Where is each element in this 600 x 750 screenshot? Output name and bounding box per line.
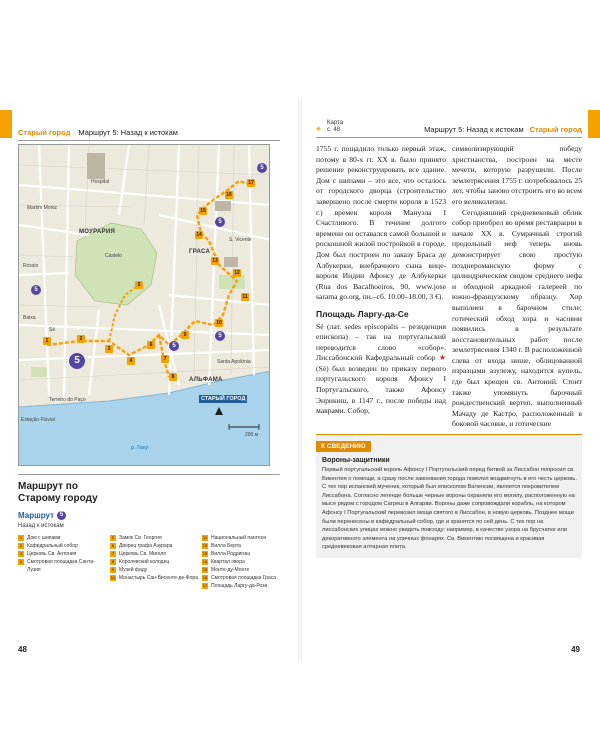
map-route-badge: 5 bbox=[215, 331, 225, 341]
map-route-badge: 5 bbox=[169, 341, 179, 351]
legend-title-line-2: Старому городу bbox=[18, 493, 98, 504]
map-stop-13: 13 bbox=[212, 258, 218, 264]
legend-stop-name: Музей фаду bbox=[119, 567, 148, 573]
legend-stop-name: Смотровая площадка Граса bbox=[211, 575, 277, 581]
legend-stop-column bbox=[110, 534, 200, 590]
legend-stop-item bbox=[202, 550, 287, 558]
legend-stop-number: 12 bbox=[202, 543, 208, 548]
legend-stop-number: 6 bbox=[111, 543, 115, 548]
legend-stop-item bbox=[18, 542, 108, 550]
legend-stop-number: 7 bbox=[111, 551, 115, 556]
legend-stop-name: Площадь Ларгу-да-Роза bbox=[211, 583, 268, 589]
info-box bbox=[316, 434, 582, 558]
map-label-castelo: Castelo bbox=[105, 253, 122, 259]
column-2-paragraph-2: Сегодняшний средневековый облик собор приобрел во время реставрации в начале XX в. Сумрачный строгий продольный неф теперь вновь демонстрирует свою простую позднероманскую форму с цилиндрическим сводом среднего нефа и обходной аркадной галереей по южно-французскому образцу. Хор выполнен в барочном стиле; готический обход хора и часовни появились в результате восстановительных работ после землетрясения 1340 г. В расположенной слева от входа нише, облицованной изразцами азулежу, находится купель, где был крещен св. Антоний. Стоит также упомянуть барочный рождественский вертеп, выполненный Мачаду де Кастро, расположенный в боковой часовне, и готические bbox=[452, 207, 582, 429]
map-label-rossio: Rossio bbox=[23, 263, 39, 269]
right-page bbox=[316, 108, 582, 638]
map-reference bbox=[327, 120, 343, 134]
map-stop-1: 1 bbox=[43, 337, 51, 345]
map-label-hospital: Hospital bbox=[91, 179, 110, 185]
legend-stop-number: 16 bbox=[202, 575, 208, 580]
legend-stop-number: 17 bbox=[202, 583, 208, 588]
column-1-paragraph-1: 1755 г. пощадило только первый этаж, потому в 80-х гг. XX в. было принято решение реконструировать все здание. Дом с шипами – это все, что осталось от городского дворца (строительство завершено после смерти короля в 1523 г.) времен короля Мануэла I Счастливого. В течение долгого времени он оставался самой большой и роскошной жилой постройкой в городе. Дом был построен по заказу Браса де Албукерки, внебрачного сына вице-короля Индии Афонсу де Албукерки (Rua dos Bacalhoeiros, 90, www.jose sarama go.org, пн.–сб. 10.00–18.00, 3 €). bbox=[316, 144, 446, 302]
legend-title-line-1: Маршрут по bbox=[18, 481, 78, 492]
left-route-title: Маршрут 5: Назад к истокам bbox=[78, 128, 178, 137]
map-route-badge: 5 bbox=[215, 217, 225, 227]
legend-stop-item bbox=[110, 542, 200, 550]
text-columns bbox=[316, 144, 582, 430]
map-route-badge: 5 bbox=[257, 163, 267, 173]
map-label-terreiro: Terreiro do Paço bbox=[49, 397, 86, 403]
legend-stop-item bbox=[110, 550, 200, 558]
legend-stop-name: Замок Св. Георгия bbox=[119, 535, 162, 541]
legend-stop-item bbox=[110, 566, 200, 574]
map-stop-8: 8 bbox=[169, 373, 177, 381]
legend-stop-item bbox=[110, 574, 200, 582]
paragraph-2-part-a: Sé (лат. sedes episcopalis – резиденция епископа) – так на португальский переводится слово «собор». Лиссабонский Кафедральный собор bbox=[316, 321, 446, 363]
map-stop-12: 12 bbox=[234, 270, 240, 276]
legend-stop-number: 8 bbox=[111, 559, 115, 564]
map-route-badge: 5 bbox=[31, 285, 41, 295]
legend-stop-number: 9 bbox=[111, 567, 115, 572]
legend-stop-item bbox=[202, 574, 287, 582]
legend-stop-list bbox=[18, 534, 280, 590]
left-page bbox=[18, 108, 280, 638]
legend-stop-name: Королевский колодец bbox=[119, 559, 170, 565]
subhead-largo-da-se: Площадь Ларгу-да-Се bbox=[316, 308, 409, 319]
legend-stop-number: 11 bbox=[202, 535, 208, 540]
legend-stop-name: Вилла Родригиш bbox=[211, 551, 251, 557]
map-stop-7: 7 bbox=[161, 355, 169, 363]
legend-stop-name: Дом с шипами bbox=[27, 535, 61, 541]
left-page-number: 48 bbox=[18, 645, 27, 654]
map-label-mouraria: МОУРАРИЯ bbox=[79, 229, 116, 235]
map-ref-line-1: Карта bbox=[327, 120, 344, 126]
info-title: Вороны-защитники bbox=[322, 457, 390, 465]
column-1 bbox=[316, 144, 446, 430]
legend-stop-number: 3 bbox=[19, 551, 23, 556]
map-stop-17: 17 bbox=[248, 180, 254, 186]
right-route-title: Маршрут 5: Назад к истокам bbox=[424, 125, 524, 134]
map-stop-6: 6 bbox=[147, 341, 155, 349]
column-2 bbox=[452, 144, 582, 430]
legend-stop-item bbox=[110, 534, 200, 542]
map-label-sao-vicente: S. Vicente bbox=[229, 237, 252, 243]
map-stop-11: 11 bbox=[242, 294, 248, 300]
map-label-baixa: Baixa bbox=[23, 315, 36, 321]
legend-stop-item bbox=[18, 558, 108, 574]
map-label-se: Sé bbox=[49, 327, 56, 333]
legend-stop-item bbox=[202, 566, 287, 574]
paragraph-2-part-b: (Sé) был возведен по приказу первого португальского короля Афонсу I Португальского, также Афонсу Энрикиш, в 1147 г., после победы над маврами. Собор, bbox=[316, 363, 446, 416]
right-section-title: Старый город bbox=[529, 125, 582, 134]
legend-route-badge: 5 bbox=[57, 511, 66, 520]
map-label-martim: Martim Moniz bbox=[27, 205, 58, 211]
legend-stop-number: 5 bbox=[111, 535, 115, 540]
legend-stop-name: Смотровая площадка Санта-Лузия bbox=[27, 559, 95, 573]
legend-stop-item bbox=[18, 550, 108, 558]
legend-stop-number: 4 bbox=[19, 559, 23, 564]
legend-stop-number: 1 bbox=[19, 535, 23, 540]
map-stop-5: 5 bbox=[135, 281, 143, 289]
legend-stop-name: Церковь Св. Антония bbox=[27, 551, 77, 557]
map-stop-3: 3 bbox=[105, 345, 113, 353]
map-scale-label: 200 м bbox=[245, 432, 259, 438]
map-label-river: р. Тежу bbox=[131, 445, 149, 451]
map-stop-16: 16 bbox=[226, 192, 232, 198]
legend-stop-name: Монте-ду-Монте bbox=[211, 567, 250, 573]
legend-stop-name: Национальный пантеон bbox=[211, 535, 267, 541]
map-route-badge-large: 5 bbox=[69, 353, 85, 369]
map-stop-4: 4 bbox=[127, 357, 135, 365]
map-ref-line-2: с. 48 bbox=[327, 127, 341, 133]
map-label-graca: ГРАСА bbox=[189, 249, 211, 255]
legend-stop-name: Вилла Берта bbox=[211, 543, 241, 549]
legend-stop-number: 15 bbox=[202, 567, 208, 572]
left-section-title: Старый город bbox=[18, 128, 71, 137]
map-legend bbox=[18, 474, 280, 590]
right-page-number: 49 bbox=[571, 645, 580, 654]
legend-stop-item bbox=[202, 534, 287, 542]
right-running-head bbox=[316, 108, 582, 138]
legend-route-text: Маршрут bbox=[18, 511, 55, 520]
info-body bbox=[316, 453, 582, 558]
legend-stop-number: 2 bbox=[19, 543, 23, 548]
legend-stop-name: Дворец графа Азурара bbox=[119, 543, 173, 549]
map-label-santa-apolonia: Santa Apolónia bbox=[217, 359, 251, 365]
legend-stop-number: 14 bbox=[202, 559, 208, 564]
right-thumb-tab bbox=[588, 110, 600, 138]
legend-stop-number: 10 bbox=[110, 575, 116, 580]
legend-stop-name: Церковь Св. Мигеля bbox=[119, 551, 166, 557]
legend-stop-item bbox=[202, 558, 287, 566]
info-tab: К СВЕДЕНИЮ bbox=[316, 441, 371, 452]
gutter bbox=[298, 100, 302, 660]
map-stop-10: 10 bbox=[216, 320, 222, 326]
left-thumb-tab bbox=[0, 110, 12, 138]
info-text: Первый португальский король Афонсу I Португальский перед битвой за Лиссабон попросил св. Викентия о помощи, а сразу после завоевания города повелел воздвигнуть в его честь церковь. С тех пор испанский мученик, который был епископом Валенсии, является покровителем Лиссабона. Согласно легенде больше черные вороны охраняли его могилу, расположенную на мысе рядом с городом Сагреш в Алгарви. Вороны даже сопровождали корабль, на котором Афонсу I Португальский перевозил мощи святого в Лиссабон, в новую церковь. Позднее мощи были перенесены в кафедральный собор, где и хранятся по сей день. С тех пор на лиссабонских улицах можно увидеть повсюду: например, в качестве узора на брусчатке или декоративного элемента на уличных фонарях. Св. Викентию посвящена и красивая средневековая алтарная плита. bbox=[322, 467, 577, 551]
legend-stop-number: 13 bbox=[202, 551, 208, 556]
legend-route-label bbox=[18, 511, 280, 520]
legend-stop-item bbox=[202, 542, 287, 550]
legend-stop-item bbox=[110, 558, 200, 566]
map-stop-15: 15 bbox=[200, 208, 206, 214]
column-1-paragraph-2 bbox=[316, 322, 446, 417]
map-label-old-town: СТАРЫЙ ГОРОД bbox=[201, 396, 246, 402]
left-running-head bbox=[18, 108, 280, 141]
star-icon: ★ bbox=[438, 353, 447, 363]
route-map bbox=[18, 144, 270, 466]
map-stop-2: 2 bbox=[77, 335, 85, 343]
legend-stop-column bbox=[18, 534, 108, 590]
legend-stop-column bbox=[202, 534, 287, 590]
legend-stop-item bbox=[18, 534, 108, 542]
column-2-paragraph-1: символизирующий победу христианства, построен на месте мечети, которую разрушили. После землетрясения 1755 г. потребовалось 25 лет, чтобы заново отстроить его во всем его великолепии. bbox=[452, 144, 582, 206]
map-stop-9: 9 bbox=[181, 331, 189, 339]
map-pin-icon: ⌖ bbox=[316, 124, 322, 134]
map-label-estacao: Estação Fluvial bbox=[21, 417, 55, 423]
legend-route-subtitle: Назад к истокам bbox=[18, 523, 64, 529]
legend-stop-name: Кафедральный собор bbox=[27, 543, 78, 549]
map-stop-14: 14 bbox=[196, 232, 202, 238]
legend-stop-name: Монастырь Сан-Висенте-де-Фора bbox=[119, 575, 198, 581]
legend-stop-name: Квартал эвора bbox=[211, 559, 245, 565]
map-label-alfama: АЛЬФАМА bbox=[189, 377, 223, 383]
legend-stop-item bbox=[202, 582, 287, 590]
